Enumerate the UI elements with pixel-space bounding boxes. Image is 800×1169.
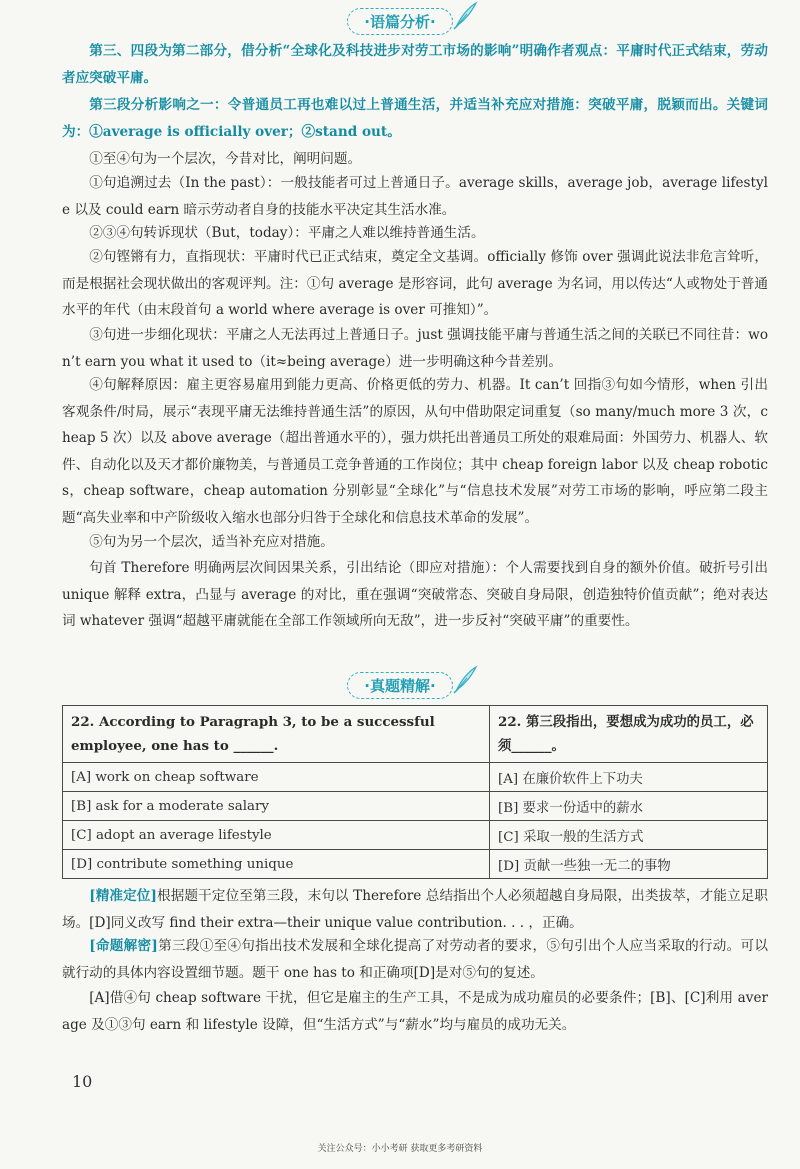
section-title-2: ·真题精解· xyxy=(364,677,436,695)
footer-note: 关注公众号：小小考研 获取更多考研资料 xyxy=(317,1144,483,1154)
paragraph-sentence-two: ②句铿锵有力，直指现状：平庸时代已正式结束，奠定全文基调。officially 修饰 over 强调此说法非危言耸听，而是根据社会现状做出的客观评判。注：①句 average 是形容词，此句 average 为名词，用以传达“人或物处于普通水平的年代（由末段首句 a world where average is over 可推知）”。 xyxy=(62,249,768,318)
paragraph-therefore: 句首 Therefore 明确两层次间因果关系，引出结论（即应对措施）：个人需要找到自身的额外价值。破折号引出 unique 解释 extra，凸显与 average 的对比，重在强调“突破常态、突破自身局限，创造独特价值贡献”；绝对表达词 whatever 强调“超越平庸就能在全部工作领域所向无敌”，进一步反衬“突破平庸”的重要性。 xyxy=(62,560,768,629)
paragraph-layer-two: ⑤句为另一个层次，适当补充应对措施。 xyxy=(89,534,334,550)
paragraph-sentence-three: ③句进一步细化现状：平庸之人无法再过上普通日子。just 强调技能平庸与普通生活之间的关联已不同往昔：won’t earn you what it used to（it≈being average）进一步明确这种今昔差别。 xyxy=(62,327,768,370)
analysis-label-location: [精准定位] xyxy=(89,888,157,904)
option-row-a xyxy=(63,763,768,792)
analysis-label-design: [命题解密] xyxy=(89,938,158,954)
option-c-cn: [C] 采取一般的生活方式 xyxy=(490,821,768,850)
question-stem-row xyxy=(63,706,768,763)
paragraph-third-paragraph-summary: 第三段分析影响之一：令普通员工再也难以过上普通生活，并适当补充应对措施：突破平庸，脱颖而出。关键词为：①average is officially over；②stand out。 xyxy=(62,97,768,140)
section-title: ·语篇分析· xyxy=(364,13,436,31)
option-c-en: [C] adopt an average lifestyle xyxy=(63,821,490,850)
section-header-analysis xyxy=(0,8,800,35)
paragraph-part-two-summary: 第三、四段为第二部分，借分析“全球化及科技进步对劳工市场的影响”明确作者观点：平庸时代正式结束，劳动者应突破平庸。 xyxy=(62,43,768,86)
quill-pen-icon xyxy=(452,1,478,31)
paragraph-sentences-two-three-four: ②③④句转诉现状（But，today）：平庸之人难以维持普通生活。 xyxy=(89,225,485,241)
analysis-question-design xyxy=(62,933,768,986)
question-stem-en: 22. According to Paragraph 3, to be a successful employee, one has to ______. xyxy=(63,706,490,763)
option-a-en: [A] work on cheap software xyxy=(63,763,490,792)
section-title-pill xyxy=(347,8,452,35)
option-row-c xyxy=(63,821,768,850)
option-b-en: [B] ask for a moderate salary xyxy=(63,792,490,821)
analysis-text-design: 第三段①至④句指出技术发展和全球化提高了对劳动者的要求，⑤句引出个人应当采取的行动。可以就行动的具体内容设置细节题。题干 one has to 和正确项[D]是对⑤句的复述。 xyxy=(62,938,769,981)
question-table xyxy=(62,705,768,879)
option-d-en: [D] contribute something unique xyxy=(63,850,490,879)
page-number: 10 xyxy=(72,1072,93,1091)
analysis-precise-location xyxy=(62,883,768,936)
paragraph-sentence-four: ④句解释原因：雇主更容易雇用到能力更高、价格更低的劳力、机器。It can’t 回指③句如今情形，when 引出客观条件/时局，展示“表现平庸无法维持普通生活”的原因，从句中借助限定词重复（so many/much more 3 次，cheap 5 次）以及 above average（超出普通水平的），强力烘托出普通员工所处的艰难局面：外国劳力、机器人、软件、自动化以及天才都价廉物美，与普通员工竞争普通的工作岗位；其中 cheap foreign labor 以及 cheap robotics，cheap software，cheap automation 分别彰显“全球化”与“信息技术发展”对劳工市场的影响，呼应第二段主题“高失业率和中产阶级收入缩水也部分归咎于全球化和信息技术革命的发展”。 xyxy=(62,377,768,526)
quill-pen-icon xyxy=(452,665,478,695)
analysis-text-location: 根据题干定位至第三段，末句以 Therefore 总结指出个人必须超越自身局限，出类拔萃，才能立足职场。[D]同义改写 find their extra—their unique value contribution. . . ，正确。 xyxy=(62,888,768,931)
option-b-cn: [B] 要求一份适中的薪水 xyxy=(490,792,768,821)
option-row-b xyxy=(63,792,768,821)
section-title-pill-2 xyxy=(347,672,452,699)
option-d-cn: [D] 贡献一些独一无二的事物 xyxy=(490,850,768,879)
paragraph-layer-one: ①至④句为一个层次，今昔对比，阐明问题。 xyxy=(89,151,362,167)
section-header-questions xyxy=(0,672,800,699)
paragraph-sentence-one: ①句追溯过去（In the past）：一般技能者可过上普通日子。average skills，average job，average lifestyle 以及 could earn 暗示劳动者自身的技能水平决定其生活水准。 xyxy=(62,175,768,218)
question-stem-cn: 22. 第三段指出，要想成为成功的员工，必须______。 xyxy=(490,706,768,763)
option-a-cn: [A] 在廉价软件上下功夫 xyxy=(490,763,768,792)
analysis-distractors: [A]借④句 cheap software 干扰，但它是雇主的生产工具，不是成为成功雇员的必要条件；[B]、[C]利用 average 及①③句 earn 和 lifestyle 设障，但“生活方式”与“薪水”均与雇员的成功无关。 xyxy=(62,990,768,1033)
option-row-d xyxy=(63,850,768,879)
